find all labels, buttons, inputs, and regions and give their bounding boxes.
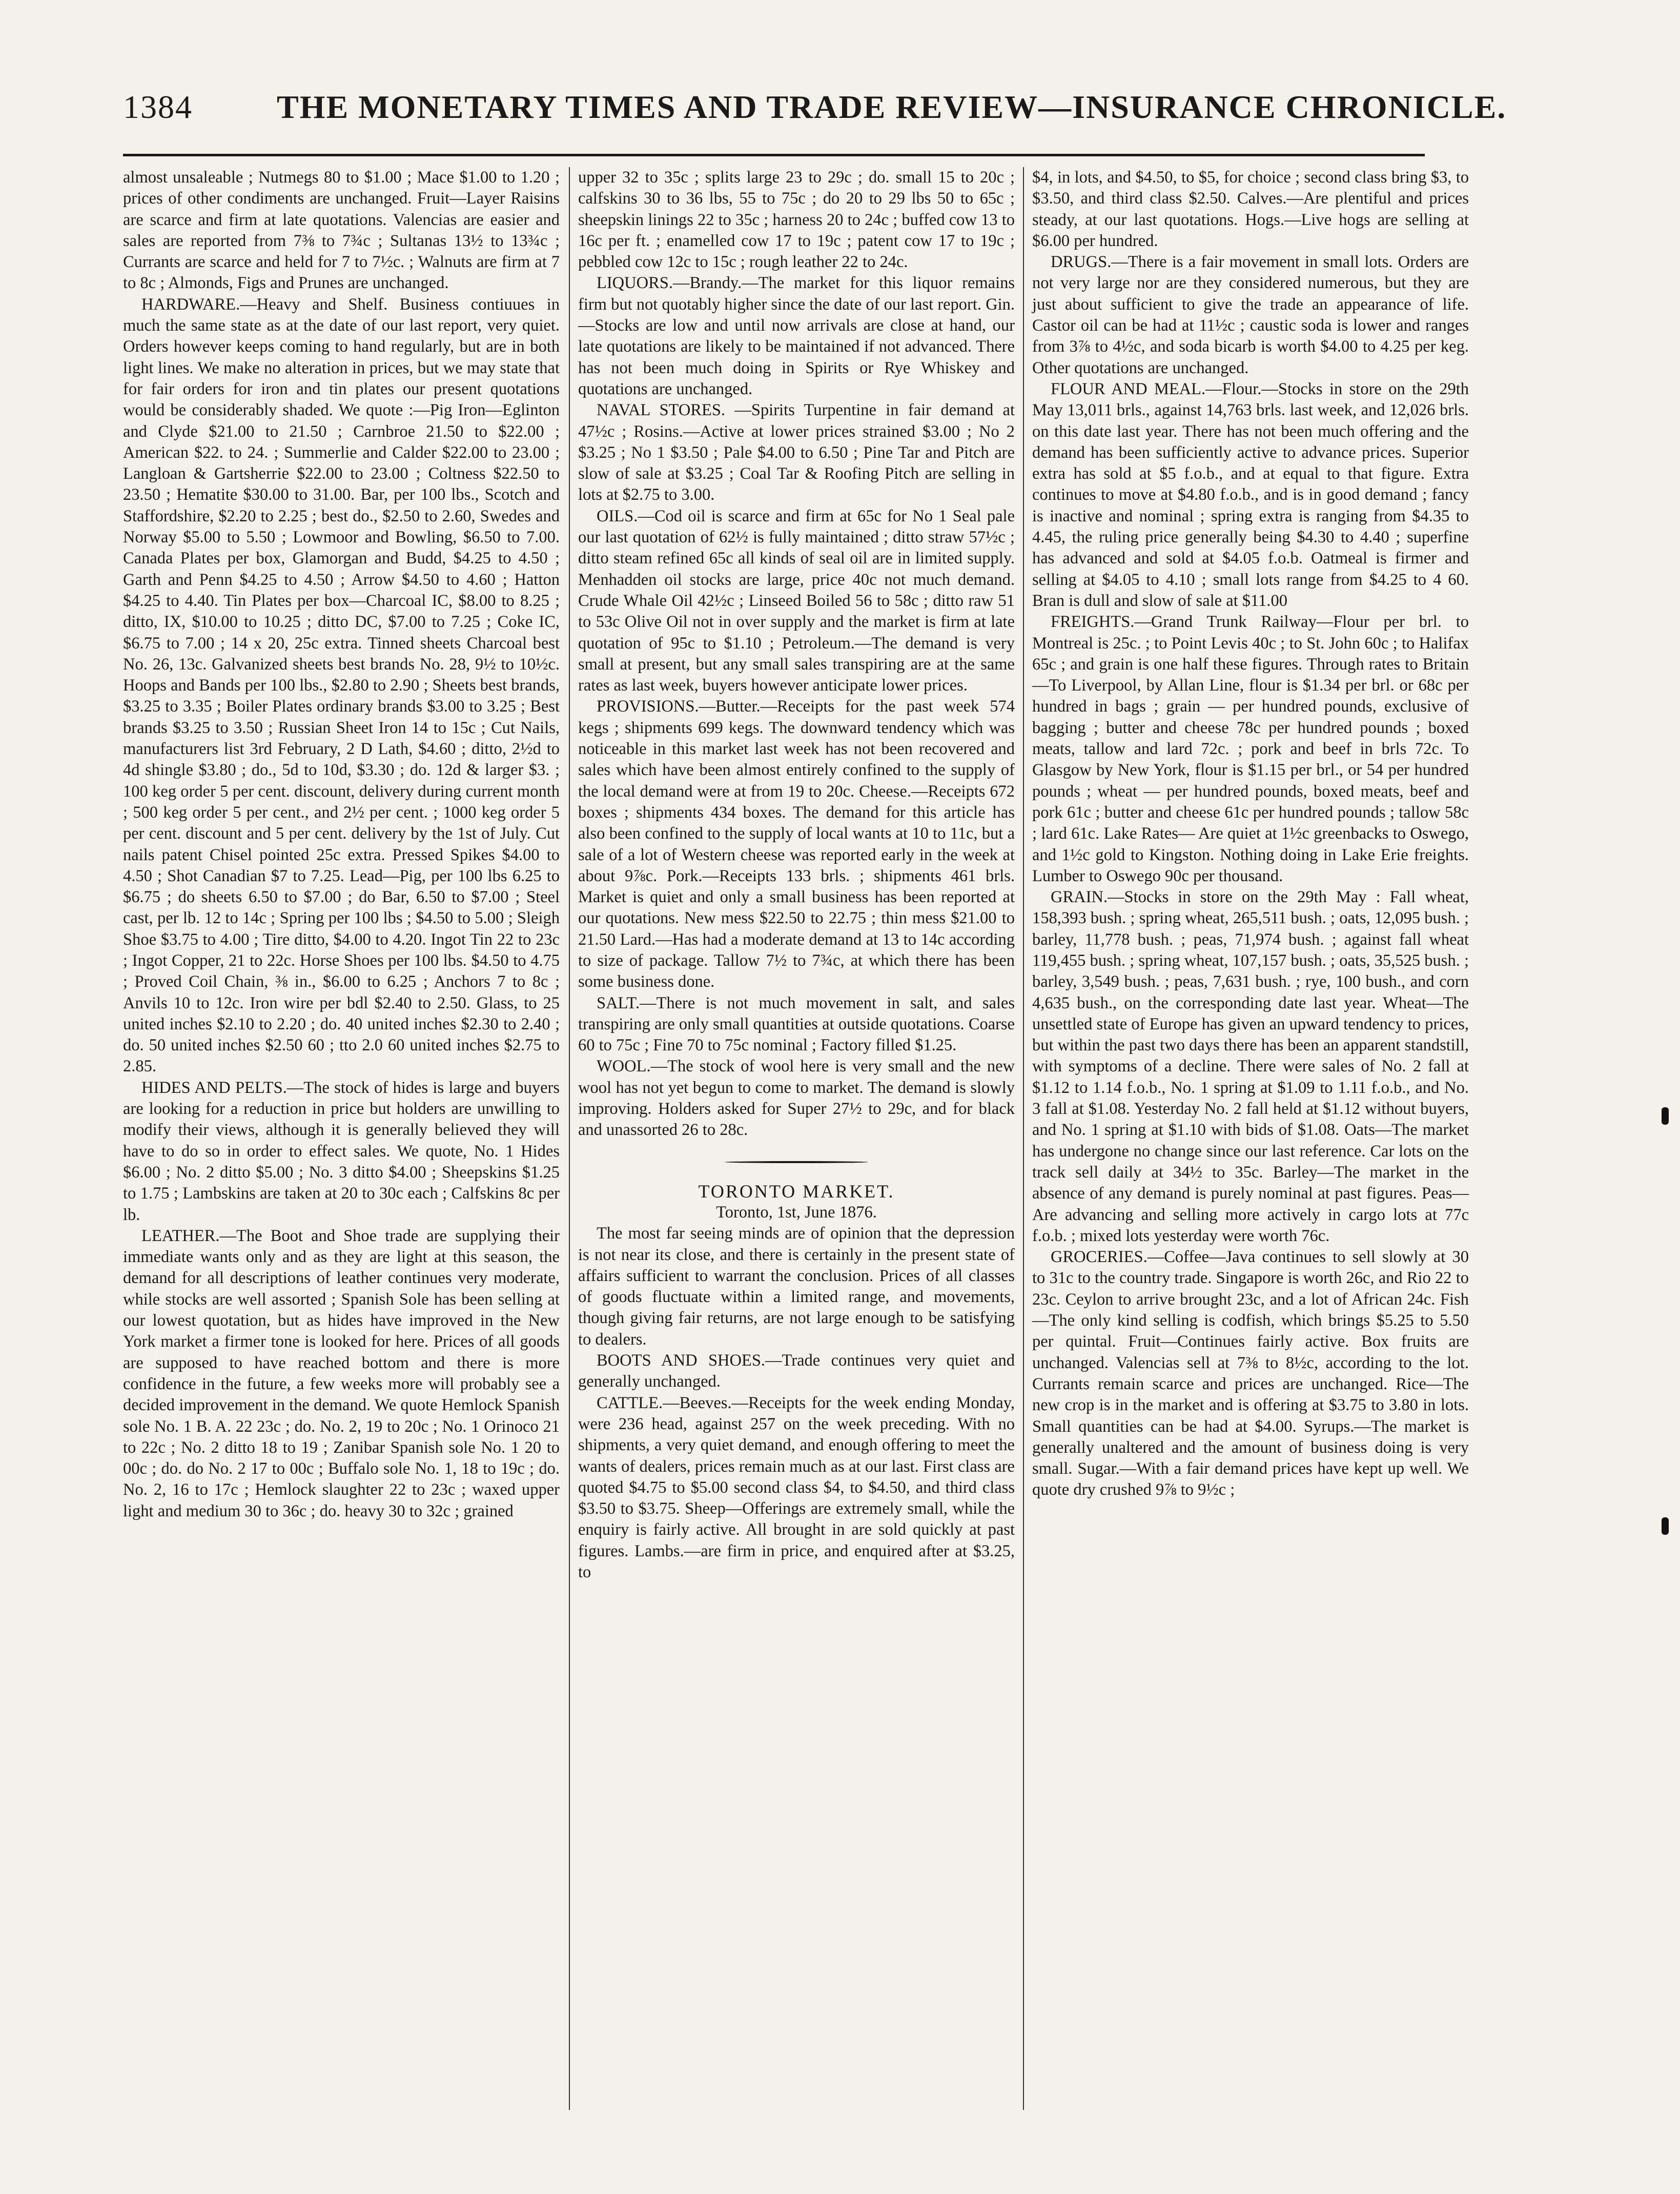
page-number: 1384 [123,89,193,125]
masthead: THE MONETARY TIMES AND TRADE REVIEW—INSURANCE CHRONICLE. [277,89,1507,125]
article-paragraph: FLOUR AND MEAL.—Flour.—Stocks in store on the 29th May 13,011 brls., against 14,763 brls. last week, and 12,026 brls. on this date last year. There has not been much offering and the demand has been sufficiently active to advance prices. Superior extra has sold at $5 f.o.b., and at equal to that figure. Extra continues to move at $4.80 f.o.b., and is in good demand ; fancy is inactive and nominal ; spring extra is ranging from $4.35 to 4.45, the ruling price generally being $4.30 to 4.40 ; superfine has advanced and sold at $4.05 f.o.b. Oatmeal is firmer and selling at $4.05 to 4.10 ; small lots range from $4.25 to 4 60. Bran is dull and slow of sale at $11.00 [1032,379,1469,610]
article-paragraph: upper 32 to 35c ; splits large 23 to 29c ; do. small 15 to 20c ; calfskins 30 to 36 lbs, 55 to 75c ; do 20 to 29 lbs 50 to 65c ; sheepskin linings 22 to 35c ; harness 20 to 24c ; buffed cow 13 to 16c per ft. ; enamelled cow 17 to 19c ; patent cow 17 to 19c ; pebbled cow 12c to 15c ; rough leather 22 to 24c. [578,168,1015,272]
column-3 [1032,167,1469,1501]
article-paragraph: NAVAL STORES. —Spirits Turpentine in fair demand at 47½c ; Rosins.—Active at lower prices strained $3.00 ; No 2 $3.25 ; No 1 $3.50 ; Pale $4.00 to 6.50 ; Pine Tar and Pitch are slow of sale at $3.25 ; Coal Tar & Roofing Pitch are selling in lots at $2.75 to 3.00. [578,401,1015,504]
article-paragraph: FREIGHTS.—Grand Trunk Railway—Flour per brl. to Montreal is 25c. ; to Point Levis 40c ; to St. John 60c ; to Halifax 65c ; and grain is one half these figures. Through rates to Britain —To Liverpool, by Allan Line, flour is $1.34 per brl. or 68c per hundred in bags ; grain — per hundred pounds, exclusive of bagging ; butter and cheese 78c per hundred pounds ; boxed meats, tallow and lard 72c. ; pork and beef in brls 72c. To Glasgow by New York, flour is $1.15 per brl., or 54 per hundred pounds ; wheat — per hundred pounds, boxed meats, beef and pork 61c ; butter and cheese 61c per hundred pounds ; tallow 58c ; lard 61c. Lake Rates— Are quiet at 1½c greenbacks to Oswego, and 1½c gold to Kingston. Nothing doing in Lake Erie freights. Lumber to Oswego 90c per thousand. [1032,613,1469,885]
column-2 [578,167,1015,1583]
section-title: TORONTO MARKET. [698,1181,895,1202]
article-paragraph: HIDES AND PELTS.—The stock of hides is large and buyers are looking for a reduction in price but holders are unwilling to modify their views, although it is generally believed they will have to do so in order to effect sales. We quote, No. 1 Hides $6.00 ; No. 2 ditto $5.00 ; No. 3 ditto $4.00 ; Sheepskins $1.25 to 1.75 ; Lambskins are taken at 20 to 30c each ; Calfskins 8c per lb. [123,1078,560,1224]
article-paragraph: LEATHER.—The Boot and Shoe trade are supplying their immediate wants only and as they are light at this season, the demand for all descriptions of leather continues very moderate, while stocks are well assorted ; Spanish Sole has been selling at our lowest quotation, but as hides have improved in the New York market a firmer tone is looked for here. Prices of all goods are supposed to have reached bottom and there is more confidence in the future, a few weeks more will probably see a decided improvement in the demand. We quote Hemlock Spanish sole No. 1 B. A. 22 23c ; do. No. 2, 19 to 20c ; No. 1 Orinoco 21 to 22c ; No. 2 ditto 18 to 19 ; Zanibar Spanish sole No. 1 20 to 00c ; do. do No. 2 17 to 00c ; Buffalo sole No. 1, 18 to 19c ; do. No. 2, 16 to 17c ; Hemlock slaughter 22 to 23c ; waxed upper light and medium 30 to 36c ; do. heavy 30 to 32c ; grained [123,1226,560,1520]
section-divider [725,1159,868,1166]
dateline: Toronto, 1st, June 1876. [716,1203,877,1222]
page-header [123,88,1507,134]
margin-mark [1662,1107,1669,1125]
article-paragraph: OILS.—Cod oil is scarce and firm at 65c for No 1 Seal pale our last quotation of 62½ is fully maintained ; ditto straw 57½c ; ditto steam refined 65c all kinds of seal oil are in limited supply. Menhadden oil stocks are large, price 40c not much demand. Crude Whale Oil 42½c ; Linseed Boiled 56 to 58c ; ditto raw 51 to 53c Olive Oil not in over supply and the market is firm at late quotation of 95c to $1.10 ; Petroleum.—The demand is very small at present, but any small sales transpiring are at the same rates as last week, buyers however anticipate lower prices. [578,506,1015,695]
article-paragraph: almost unsaleable ; Nutmegs 80 to $1.00 ; Mace $1.00 to 1.20 ; prices of other condiments are unchanged. Fruit—Layer Raisins are scarce and firm at late quotations. Valencias are easier and sales are reported from 7⅜ to 7¾c ; Sultanas 13½ to 13¾c ; Currants are scarce and held for 7 to 7½c. ; Walnuts are firm at 7 to 8c ; Almonds, Figs and Prunes are unchanged. [123,168,560,293]
article-paragraph: The most far seeing minds are of opinion that the depression is not near its close, and there is certainly in the present state of affairs sufficient to warrant the conclusion. Prices of all classes of goods fluctuate within a limited range, and movements, though giving fair returns, are not large enough to be satisfying to dealers. [578,1224,1015,1349]
header-rule [123,154,1425,156]
column-divider [569,167,570,2110]
article-paragraph: LIQUORS.—Brandy.—The market for this liquor remains firm but not quotably higher since the date of our last report. Gin.—Stocks are low and until now arrivals are close at hand, our late quotations are likely to be maintained if not advanced. There has not been much doing in Spirits or Rye Whiskey and quotations are unchanged. [578,274,1015,398]
article-paragraph: DRUGS.—There is a fair movement in small lots. Orders are not very large nor are they considered numerous, but they are just about sufficient to give the trade an appearance of life. Castor oil can be had at 11½c ; caustic soda is lower and ranges from 3⅞ to 4½c, and soda bicarb is worth $4.00 to 4.25 per keg. Other quotations are unchanged. [1032,253,1469,377]
article-paragraph: GROCERIES.—Coffee—Java continues to sell slowly at 30 to 31c to the country trade. Singapore is worth 26c, and Rio 22 to 23c. Ceylon to arrive brought 23c, and a lot of African 24c. Fish—The only kind selling is codfish, which brings $5.25 to 5.50 per quintal. Fruit—Continues fairly active. Box fruits are unchanged. Valencias sell at 7⅜ to 8½c, according to the lot. Currants remain scarce and prices are unchanged. Rice—The new crop is in the market and is offering at $3.75 to 3.80 in lots. Small quantities can be had at $4.00. Syrups.—The market is generally unaltered and the amount of business doing is very small. Sugar.—With a fair demand prices have kept up well. We quote dry crushed 9⅞ to 9½c ; [1032,1248,1469,1499]
article-paragraph: CATTLE.—Beeves.—Receipts for the week ending Monday, were 236 head, against 257 on the week preceding. With no shipments, a very quiet demand, and enough offering to meet the wants of dealers, prices remain much as at our last. First class are quoted $4.75 to $5.00 second class $4, to $4.50, and third class $3.50 to $3.75. Sheep—Offerings are extremely small, while the enquiry is fairly active. All brought in are sold quickly at past figures. Lambs.—are firm in price, and enquired after at $3.25, to [578,1393,1015,1581]
article-paragraph: WOOL.—The stock of wool here is very small and the new wool has not yet begun to come to market. The demand is slowly improving. Holders asked for Super 27½ to 29c, and for black and unassorted 26 to 28c. [578,1057,1015,1140]
article-paragraph: SALT.—There is not much movement in salt, and sales transpiring are only small quantities at outside quotations. Coarse 60 to 75c ; Fine 70 to 75c nominal ; Factory filled $1.25. [578,993,1015,1055]
article-paragraph: PROVISIONS.—Butter.—Receipts for the past week 574 kegs ; shipments 699 kegs. The downward tendency which was noticeable in this market last week has not been recovered and sales which have been almost entirely confined to the supply of the local demand were at from 19 to 20c. Cheese.—Receipts 672 boxes ; shipments 434 boxes. The demand for this article has also been confined to the supply of local wants at 10 to 11c, but a sale of a lot of Western cheese was reported early in the week at about 9⅞c. Pork.—Receipts 133 brls. ; shipments 461 brls. Market is quiet and only a small business has been reported at our quotations. New mess $22.50 to 22.75 ; thin mess $21.00 to 21.50 Lard.—Has had a moderate demand at 13 to 14c according to size of package. Tallow 7½ to 7¾c, at which there has been some business done. [578,697,1015,991]
article-paragraph: BOOTS AND SHOES.—Trade continues very quiet and generally unchanged. [578,1351,1015,1391]
article-paragraph: $4, in lots, and $4.50, to $5, for choice ; second class bring $3, to $3.50, and third class $2.50. Calves.—Are plentiful and prices steady, at our last quotations. Hogs.—Live hogs are selling at $6.00 per hundred. [1032,168,1469,250]
article-paragraph: HARDWARE.—Heavy and Shelf. Business contiuues in much the same state as at the date of our last report, very quiet. Orders however keeps coming to hand regularly, but are in both light lines. We make no alteration in prices, but we may state that for fair orders for iron and tin plates our present quotations would be considerably shaded. We quote :—Pig Iron—Eglinton and Clyde $21.00 to 21.50 ; Carnbroe 21.50 to $22.00 ; American $22. to 24. ; Summerlie and Calder $22.00 to 23.00 ; Langloan & Gartsherrie $22.00 to 23.00 ; Coltness $22.50 to 23.50 ; Hematite $30.00 to 31.00. Bar, per 100 lbs., Scotch and Staffordshire, $2.20 to 2.25 ; best do., $2.50 to 2.60, Swedes and Norway $5.00 to 5.50 ; Lowmoor and Bowling, $6.50 to 7.00. Canada Plates per box, Glamorgan and Budd, $4.25 to 4.50 ; Garth and Penn $4.25 to 4.50 ; Arrow $4.50 to 4.60 ; Hatton $4.25 to 4.40. Tin Plates per box—Charcoal IC, $8.00 to 8.25 ; ditto, IX, $10.00 to 10.25 ; ditto DC, $7.00 to 7.25 ; Coke IC, $6.75 to 7.00 ; 14 x 20, 25c extra. Tinned sheets Charcoal best No. 26, 13c. Galvanized sheets best brands No. 28, 9½ to 10½c. Hoops and Bands per 100 lbs., $2.80 to 2.90 ; Sheets best brands, $3.25 to 3.35 ; Boiler Plates ordinary brands $3.00 to 3.25 ; Best brands $3.25 to 3.50 ; Russian Sheet Iron 14 to 15c ; Cut Nails, manufacturers list 3rd February, 2 D Lath, $4.60 ; ditto, 2½d to 4d shingle $3.80 ; do., 5d to 10d, $3.30 ; do. 12d & larger $3. ; 100 keg order 5 per cent. discount, delivery during current month ; 500 keg order 5 per cent., and 2½ per cent. ; 1000 keg order 5 per cent. discount and 5 per cent. delivery by the 1st of July. Cut nails patent Chisel pointed 25c extra. Pressed Spikes $4.00 to 4.50 ; Shot Canadian $7 to 7.25. Lead—Pig, per 100 lbs 6.25 to $6.75 ; do sheets 6.50 to $7.00 ; do Bar, 6.50 to $7.00 ; Steel cast, per lb. 12 to 14c ; Spring per 100 lbs ; $4.50 to 5.00 ; Sleigh Shoe $3.75 to 4.00 ; Tire ditto, $4.00 to 4.20. Ingot Tin 22 to 23c ; Ingot Copper, 21 to 22c. Horse Shoes per 100 lbs. $4.50 to 4.75 ; Proved Coil Chain, ⅜ in., $6.00 to 6.25 ; Anchors 7 to 8c ; Anvils 10 to 12c. Iron wire per bdl $2.40 to 2.50. Glass, to 25 united inches $2.10 to 2.20 ; do. 40 united inches $2.30 to 2.40 ; do. 50 united inches $2.50 60 ; tto 2.0 60 united inches $2.75 to 2.85. [123,295,560,1076]
article-paragraph: GRAIN.—Stocks in store on the 29th May : Fall wheat, 158,393 bush. ; spring wheat, 265,511 bush. ; oats, 12,095 bush. ; barley, 11,778 bush. ; peas, 71,974 bush. ; against fall wheat 119,455 bush. ; spring wheat, 107,157 bush. ; oats, 35,525 bush. ; barley, 3,549 bush. ; peas, 7,631 bush. ; rye, 100 bush., and corn 4,635 bush., on the corresponding date last year. Wheat—The unsettled state of Europe has given an upward tendency to prices, but within the past two days there has been an apparent standstill, with symptoms of a decline. There were sales of No. 2 fall at $1.12 to 1.14 f.o.b., No. 1 spring at $1.09 to 1.11 f.o.b., and No. 3 fall at $1.08. Yesterday No. 2 fall held at $1.12 without buyers, and No. 1 spring at $1.10 with bids of $1.08. Oats—The market has undergone no change since our last reference. Car lots on the track sell daily at 34½ to 35c. Barley—The market in the absence of any demand is purely nominal at past figures. Peas—Are advancing and selling more actively in cargo lots at 77c f.o.b. ; mixed lots yesterday were worth 76c. [1032,888,1469,1245]
margin-mark [1662,1517,1669,1535]
column-divider [1023,167,1024,2110]
column-1 [123,167,560,1522]
